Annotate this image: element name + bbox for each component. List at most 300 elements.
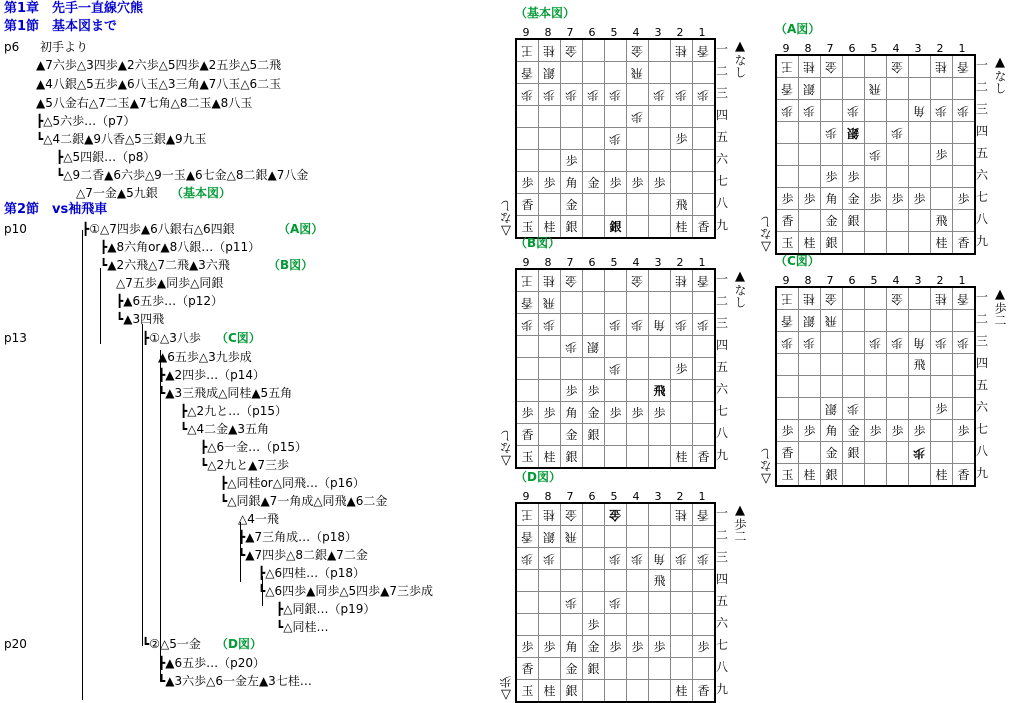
board-square bbox=[561, 592, 583, 614]
board-square bbox=[776, 55, 799, 78]
move-line: ┗△4二金▲3五角 bbox=[180, 422, 269, 436]
gote-piece: 香 bbox=[957, 291, 970, 306]
board-square bbox=[561, 269, 583, 292]
board-square bbox=[583, 84, 605, 106]
board-square bbox=[516, 358, 539, 380]
gote-piece: 銀 bbox=[587, 339, 600, 354]
move-line: ┗△4二銀▲9八香△5三銀▲9九玉 bbox=[36, 132, 207, 146]
board-square bbox=[671, 658, 693, 680]
board-square bbox=[887, 464, 909, 487]
file-label: 1 bbox=[958, 274, 966, 287]
board-square bbox=[693, 658, 716, 680]
gote-hand bbox=[759, 448, 773, 486]
file-labels bbox=[775, 275, 973, 286]
move-line: ▲6五歩△3九歩成 bbox=[158, 350, 252, 364]
file-label: 3 bbox=[654, 26, 662, 39]
board-square bbox=[799, 144, 821, 166]
board-square bbox=[799, 188, 821, 210]
gote-piece: 飛 bbox=[565, 529, 578, 544]
board-square bbox=[821, 188, 843, 210]
gote-piece: 歩 bbox=[565, 595, 578, 610]
sente-piece: 歩 bbox=[803, 423, 816, 438]
board-square bbox=[627, 614, 649, 636]
file-label: 8 bbox=[804, 274, 812, 287]
board-square bbox=[799, 354, 821, 376]
sente-hand bbox=[733, 40, 747, 78]
sente-piece: 歩 bbox=[935, 147, 948, 162]
rank-labels bbox=[975, 54, 989, 252]
board-square bbox=[583, 636, 605, 658]
board-square bbox=[953, 78, 976, 100]
board-square bbox=[693, 292, 716, 314]
board-square bbox=[843, 287, 865, 310]
board-square bbox=[671, 424, 693, 446]
sente-piece: 歩 bbox=[891, 191, 904, 206]
board-square bbox=[931, 55, 953, 78]
file-label: 6 bbox=[588, 490, 596, 503]
sente-piece: 歩 bbox=[631, 405, 644, 420]
board-square bbox=[909, 442, 931, 464]
board-square bbox=[627, 680, 649, 703]
board-square bbox=[583, 614, 605, 636]
page-ref: p6 bbox=[4, 40, 20, 54]
board-grid bbox=[515, 502, 716, 703]
board-square bbox=[516, 314, 539, 336]
board-square bbox=[627, 336, 649, 358]
sente-piece: 角 bbox=[825, 423, 838, 438]
board-square bbox=[516, 172, 539, 194]
move-line: ┗②△5一金 bbox=[142, 637, 201, 651]
board-square bbox=[821, 287, 843, 310]
gote-piece: 金 bbox=[825, 291, 838, 306]
board-square bbox=[627, 424, 649, 446]
sente-piece: 香 bbox=[781, 445, 794, 460]
sente-hand-pieces: なし bbox=[733, 284, 747, 308]
rank-label: 二 bbox=[715, 294, 728, 308]
board-square bbox=[799, 398, 821, 420]
gote-piece: 歩 bbox=[913, 445, 926, 460]
sente-piece: 銀 bbox=[565, 219, 578, 234]
sente-piece: 歩 bbox=[913, 191, 926, 206]
board-square bbox=[887, 210, 909, 232]
board-square bbox=[605, 172, 627, 194]
section-heading: 第1節 基本図まで bbox=[4, 19, 118, 34]
sente-piece: 香 bbox=[781, 213, 794, 228]
board-square bbox=[693, 358, 716, 380]
file-label: 7 bbox=[826, 42, 834, 55]
move-line: ▲4八銀△5五歩▲6八玉△3三角▲7八玉△6二玉 bbox=[36, 77, 282, 91]
board-square bbox=[887, 166, 909, 188]
sente-piece: 桂 bbox=[935, 235, 948, 250]
board-square bbox=[583, 150, 605, 172]
board-square bbox=[649, 292, 671, 314]
board-square bbox=[539, 424, 561, 446]
board-square bbox=[671, 106, 693, 128]
board-square bbox=[671, 194, 693, 216]
board-square bbox=[909, 78, 931, 100]
board-square bbox=[909, 420, 931, 442]
sente-piece: 金 bbox=[565, 197, 578, 212]
gote-piece: 歩 bbox=[521, 551, 534, 566]
board-square bbox=[516, 592, 539, 614]
board-square bbox=[671, 446, 693, 469]
rank-label: 七 bbox=[715, 174, 728, 188]
gote-piece: 桂 bbox=[675, 43, 688, 58]
file-labels bbox=[775, 43, 973, 54]
board-square bbox=[627, 548, 649, 570]
sente-hand-pieces: なし bbox=[733, 54, 747, 78]
board-square bbox=[931, 210, 953, 232]
board-square bbox=[693, 614, 716, 636]
board-square bbox=[693, 172, 716, 194]
board-square bbox=[693, 84, 716, 106]
board-square bbox=[843, 122, 865, 144]
file-label: 6 bbox=[848, 42, 856, 55]
board-square bbox=[799, 464, 821, 487]
file-label: 8 bbox=[544, 490, 552, 503]
gote-piece: 歩 bbox=[609, 595, 622, 610]
board-square bbox=[605, 636, 627, 658]
sente-hand-pieces: 歩二 bbox=[733, 518, 747, 542]
board-square bbox=[799, 166, 821, 188]
shogi-board-a bbox=[759, 22, 1007, 254]
board-square bbox=[561, 106, 583, 128]
diagram-ref: （B図） bbox=[268, 258, 314, 272]
gote-piece: 金 bbox=[631, 43, 644, 58]
board-square bbox=[671, 402, 693, 424]
gote-piece: 桂 bbox=[675, 273, 688, 288]
board-square bbox=[671, 636, 693, 658]
board-square bbox=[649, 658, 671, 680]
gote-piece: 歩 bbox=[869, 335, 882, 350]
gote-piece: 王 bbox=[781, 291, 794, 306]
board-square bbox=[776, 78, 799, 100]
gote-piece: 金 bbox=[565, 507, 578, 522]
board-square bbox=[865, 55, 887, 78]
sente-piece: 歩 bbox=[957, 191, 970, 206]
board-square bbox=[516, 269, 539, 292]
file-label: 3 bbox=[914, 274, 922, 287]
gote-hand bbox=[499, 676, 513, 702]
move-line: ┗△2九と▲7三歩 bbox=[200, 458, 289, 472]
rank-label: 一 bbox=[715, 506, 728, 520]
file-label: 4 bbox=[892, 274, 900, 287]
board-square bbox=[583, 680, 605, 703]
move-line: ▲7六歩△3四歩▲2六歩△5四歩▲2五歩△5二飛 bbox=[36, 58, 282, 72]
move-line: ┣▲6五歩…（p12） bbox=[116, 294, 223, 308]
board-square bbox=[931, 376, 953, 398]
board-square bbox=[843, 376, 865, 398]
page-ref: p20 bbox=[4, 637, 27, 651]
rank-label: 九 bbox=[975, 234, 988, 248]
board-square bbox=[649, 526, 671, 548]
file-label: 6 bbox=[588, 256, 596, 269]
gote-piece: 飛 bbox=[825, 313, 838, 328]
board-square bbox=[583, 314, 605, 336]
rank-label: 二 bbox=[975, 312, 988, 326]
gote-piece: 歩 bbox=[609, 361, 622, 376]
rank-label: 九 bbox=[715, 682, 728, 696]
sente-piece: 桂 bbox=[803, 467, 816, 482]
rank-label: 六 bbox=[715, 382, 728, 396]
board-square bbox=[887, 232, 909, 255]
sente-piece: 桂 bbox=[543, 683, 556, 698]
board-square bbox=[516, 128, 539, 150]
sente-marker: ▲ bbox=[995, 287, 1005, 302]
board-square bbox=[671, 503, 693, 526]
rank-label: 八 bbox=[975, 444, 988, 458]
board-square bbox=[649, 592, 671, 614]
board-square bbox=[865, 78, 887, 100]
gote-piece: 歩 bbox=[675, 87, 688, 102]
file-label: 9 bbox=[522, 256, 530, 269]
file-label: 5 bbox=[870, 42, 878, 55]
board-square bbox=[649, 172, 671, 194]
move-line: ┣▲8六角or▲8八銀…（p11） bbox=[100, 240, 261, 254]
board-square bbox=[865, 420, 887, 442]
board-square bbox=[953, 332, 976, 354]
board-square bbox=[799, 210, 821, 232]
board-square bbox=[539, 128, 561, 150]
board-square bbox=[516, 194, 539, 216]
board-square bbox=[627, 570, 649, 592]
board-square bbox=[605, 292, 627, 314]
board-square bbox=[931, 287, 953, 310]
rank-label: 三 bbox=[715, 316, 728, 330]
gote-piece: 角 bbox=[653, 317, 666, 332]
board-square bbox=[799, 55, 821, 78]
board-square bbox=[693, 62, 716, 84]
board-square bbox=[539, 658, 561, 680]
rank-labels bbox=[715, 502, 729, 700]
file-label: 1 bbox=[698, 490, 706, 503]
board-square bbox=[605, 128, 627, 150]
sente-piece: 歩 bbox=[653, 405, 666, 420]
gote-piece: 歩 bbox=[521, 317, 534, 332]
board-square bbox=[605, 526, 627, 548]
sente-piece: 歩 bbox=[565, 383, 578, 398]
rank-labels bbox=[975, 286, 989, 484]
board-square bbox=[931, 166, 953, 188]
board-square bbox=[516, 658, 539, 680]
board-square bbox=[821, 420, 843, 442]
board-square bbox=[649, 39, 671, 62]
board-square bbox=[605, 358, 627, 380]
board-square bbox=[799, 232, 821, 255]
board-square bbox=[627, 216, 649, 239]
board-square bbox=[605, 503, 627, 526]
shogi-board-b bbox=[499, 236, 747, 468]
sente-piece: 玉 bbox=[781, 235, 794, 250]
board-square bbox=[843, 354, 865, 376]
gote-piece: 香 bbox=[697, 507, 710, 522]
board-square bbox=[693, 680, 716, 703]
board-square bbox=[931, 310, 953, 332]
gote-hand-pieces: なし bbox=[499, 430, 513, 454]
board-square bbox=[887, 55, 909, 78]
file-label: 9 bbox=[522, 490, 530, 503]
gote-piece: 香 bbox=[521, 529, 534, 544]
tree-branch-line bbox=[262, 576, 263, 606]
sente-piece: 桂 bbox=[675, 683, 688, 698]
file-label: 4 bbox=[632, 26, 640, 39]
rank-label: 八 bbox=[975, 212, 988, 226]
gote-piece: 金 bbox=[891, 291, 904, 306]
gote-piece: 金 bbox=[565, 43, 578, 58]
board-square bbox=[649, 358, 671, 380]
board-square bbox=[671, 570, 693, 592]
board-square bbox=[627, 658, 649, 680]
board-square bbox=[865, 310, 887, 332]
board-square bbox=[776, 310, 799, 332]
board-square bbox=[561, 358, 583, 380]
board-square bbox=[583, 526, 605, 548]
rank-label: 四 bbox=[975, 356, 988, 370]
sente-piece: 歩 bbox=[697, 639, 710, 654]
board-square bbox=[561, 128, 583, 150]
board-square bbox=[516, 526, 539, 548]
board-square bbox=[649, 380, 671, 402]
board-square bbox=[843, 166, 865, 188]
board-title: （C図） bbox=[775, 254, 820, 268]
board-square bbox=[821, 78, 843, 100]
board-square bbox=[671, 292, 693, 314]
gote-hand-pieces: 歩 bbox=[499, 676, 513, 688]
board-square bbox=[931, 232, 953, 255]
board-square bbox=[539, 526, 561, 548]
gote-piece: 歩 bbox=[957, 103, 970, 118]
board-square bbox=[605, 680, 627, 703]
board-square bbox=[605, 150, 627, 172]
file-labels bbox=[515, 27, 713, 38]
board-square bbox=[516, 570, 539, 592]
board-square bbox=[671, 269, 693, 292]
file-label: 8 bbox=[544, 26, 552, 39]
move-line: 初手より bbox=[40, 40, 89, 54]
gote-piece: 歩 bbox=[675, 317, 688, 332]
board-square bbox=[821, 210, 843, 232]
board-square bbox=[909, 332, 931, 354]
board-square bbox=[865, 354, 887, 376]
gote-piece: 歩 bbox=[565, 87, 578, 102]
rank-labels bbox=[715, 268, 729, 466]
board-square bbox=[909, 232, 931, 255]
rank-label: 三 bbox=[975, 334, 988, 348]
board-square bbox=[516, 150, 539, 172]
sente-piece: 桂 bbox=[543, 219, 556, 234]
board-square bbox=[931, 464, 953, 487]
file-label: 7 bbox=[826, 274, 834, 287]
board-square bbox=[561, 216, 583, 239]
file-label: 2 bbox=[676, 490, 684, 503]
file-label: 3 bbox=[654, 256, 662, 269]
board-square bbox=[693, 216, 716, 239]
gote-piece: 香 bbox=[697, 273, 710, 288]
sente-piece: 金 bbox=[565, 661, 578, 676]
board-square bbox=[561, 570, 583, 592]
board-square bbox=[953, 398, 976, 420]
board-square bbox=[539, 62, 561, 84]
board-square bbox=[909, 188, 931, 210]
rank-label: 五 bbox=[975, 146, 988, 160]
board-square bbox=[865, 210, 887, 232]
board-square bbox=[627, 636, 649, 658]
sente-piece: 歩 bbox=[935, 401, 948, 416]
board-square bbox=[843, 188, 865, 210]
sente-piece: 桂 bbox=[675, 219, 688, 234]
board-square bbox=[671, 128, 693, 150]
board-square bbox=[887, 100, 909, 122]
gote-piece: 歩 bbox=[609, 131, 622, 146]
sente-piece: 香 bbox=[697, 219, 710, 234]
rank-label: 九 bbox=[715, 448, 728, 462]
board-square bbox=[516, 680, 539, 703]
board-square bbox=[627, 194, 649, 216]
gote-piece: 歩 bbox=[609, 87, 622, 102]
board-square bbox=[887, 376, 909, 398]
board-square bbox=[887, 332, 909, 354]
board-square bbox=[561, 39, 583, 62]
sente-piece: 歩 bbox=[609, 405, 622, 420]
rank-label: 七 bbox=[715, 404, 728, 418]
file-label: 2 bbox=[936, 274, 944, 287]
gote-piece: 香 bbox=[521, 65, 534, 80]
board-grid bbox=[775, 286, 976, 487]
board-square bbox=[693, 548, 716, 570]
board-square bbox=[649, 314, 671, 336]
board-square bbox=[821, 464, 843, 487]
sente-piece: 歩 bbox=[521, 175, 534, 190]
board-square bbox=[583, 446, 605, 469]
gote-piece: 歩 bbox=[631, 317, 644, 332]
board-square bbox=[516, 106, 539, 128]
gote-piece: 香 bbox=[781, 313, 794, 328]
sente-piece: 歩 bbox=[543, 175, 556, 190]
move-line: ┗△9二香▲6六歩△9一玉▲6七金△8二銀▲7八金 bbox=[56, 168, 309, 182]
gote-piece: 飛 bbox=[631, 65, 644, 80]
board-square bbox=[887, 420, 909, 442]
sente-piece: 歩 bbox=[675, 131, 688, 146]
board-square bbox=[821, 354, 843, 376]
gote-piece: 角 bbox=[913, 103, 926, 118]
sente-piece: 金 bbox=[587, 405, 600, 420]
board-square bbox=[671, 680, 693, 703]
board-square bbox=[821, 122, 843, 144]
move-line: ┗▲7四歩△8二銀▲7二金 bbox=[238, 548, 368, 562]
sente-piece: 歩 bbox=[825, 169, 838, 184]
sente-piece: 歩 bbox=[675, 361, 688, 376]
move-line: ┣△5六歩…（p7） bbox=[36, 114, 136, 128]
gote-piece: 歩 bbox=[825, 125, 838, 140]
move-line: ┣▲2四歩…（p14） bbox=[158, 368, 265, 382]
board-square bbox=[649, 548, 671, 570]
board-square bbox=[605, 336, 627, 358]
board-square bbox=[887, 144, 909, 166]
sente-piece: 角 bbox=[565, 175, 578, 190]
board-square bbox=[561, 658, 583, 680]
board-square bbox=[693, 194, 716, 216]
board-square bbox=[539, 194, 561, 216]
board-square bbox=[539, 380, 561, 402]
board-square bbox=[671, 172, 693, 194]
file-label: 9 bbox=[782, 42, 790, 55]
board-square bbox=[776, 232, 799, 255]
sente-piece: 金 bbox=[825, 213, 838, 228]
rank-label: 四 bbox=[975, 124, 988, 138]
rank-label: 六 bbox=[975, 168, 988, 182]
gote-piece: 歩 bbox=[697, 87, 710, 102]
gote-piece: 歩 bbox=[609, 317, 622, 332]
